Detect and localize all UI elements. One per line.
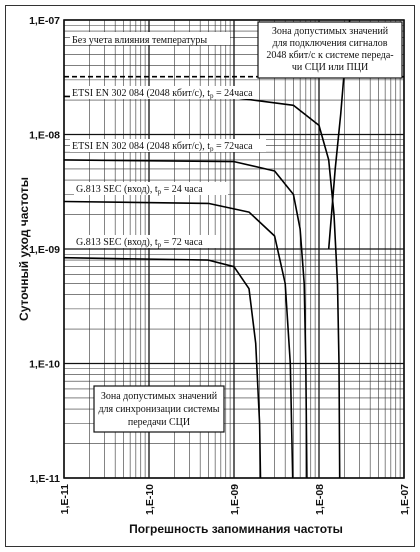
x-tick-label: 1,E-09 bbox=[229, 484, 241, 515]
g813-72-label: G.813 SEC (вход), $t_р = 72$ часа bbox=[76, 237, 203, 249]
g813-24-label: G.813 SEC (вход), $t_р = 24$ часа bbox=[76, 184, 203, 196]
zone-bottom-box bbox=[94, 386, 224, 432]
x-tick-label: 1,E-11 bbox=[59, 484, 71, 515]
x-tick-label: 1,E-07 bbox=[399, 484, 411, 515]
zone-top-line-4: чи СЦИ или ПЦИ bbox=[291, 62, 369, 73]
y-tick-label: 1,E-07 bbox=[29, 15, 60, 27]
etsi24-label: ETSI EN 302 084 (2048 кбит/с), $t_р$ = 24часа bbox=[72, 88, 253, 100]
y-tick-labels bbox=[29, 15, 60, 485]
x-tick-label: 1,E-08 bbox=[314, 484, 326, 515]
zone-top-line-3: 2048 кбит/с к системе переда- bbox=[266, 50, 394, 61]
zone-bottom-line-3: передачи СЦИ bbox=[127, 417, 191, 428]
x-tick-labels bbox=[59, 484, 411, 515]
no-temp-label: Без учета влияния температуры bbox=[72, 35, 208, 46]
x-axis-title: Погрешность запоминания частоты bbox=[129, 522, 343, 536]
etsi72-label: ETSI EN 302 084 (2048 кбит/с), $t_р$ = 72часа bbox=[72, 141, 253, 153]
y-tick-label: 1,E-09 bbox=[29, 244, 60, 256]
zone-bottom-line-2: для синхронизации системы bbox=[98, 404, 220, 415]
series-line-5 bbox=[64, 258, 261, 478]
x-tick-label: 1,E-10 bbox=[144, 484, 156, 515]
y-tick-label: 1,E-08 bbox=[29, 129, 60, 142]
zone-bottom-line-1: Зона допустимых значений bbox=[100, 391, 218, 402]
zone-top-box bbox=[258, 22, 402, 78]
zone-top-line-1: Зона допустимых значений bbox=[271, 26, 389, 37]
y-tick-label: 1,E-11 bbox=[29, 473, 60, 485]
y-tick-label: 1,E-10 bbox=[29, 358, 60, 371]
zone-top-line-2: для подключения сигналов bbox=[272, 38, 388, 49]
y-axis-title: Суточный уход частоты bbox=[17, 177, 31, 321]
